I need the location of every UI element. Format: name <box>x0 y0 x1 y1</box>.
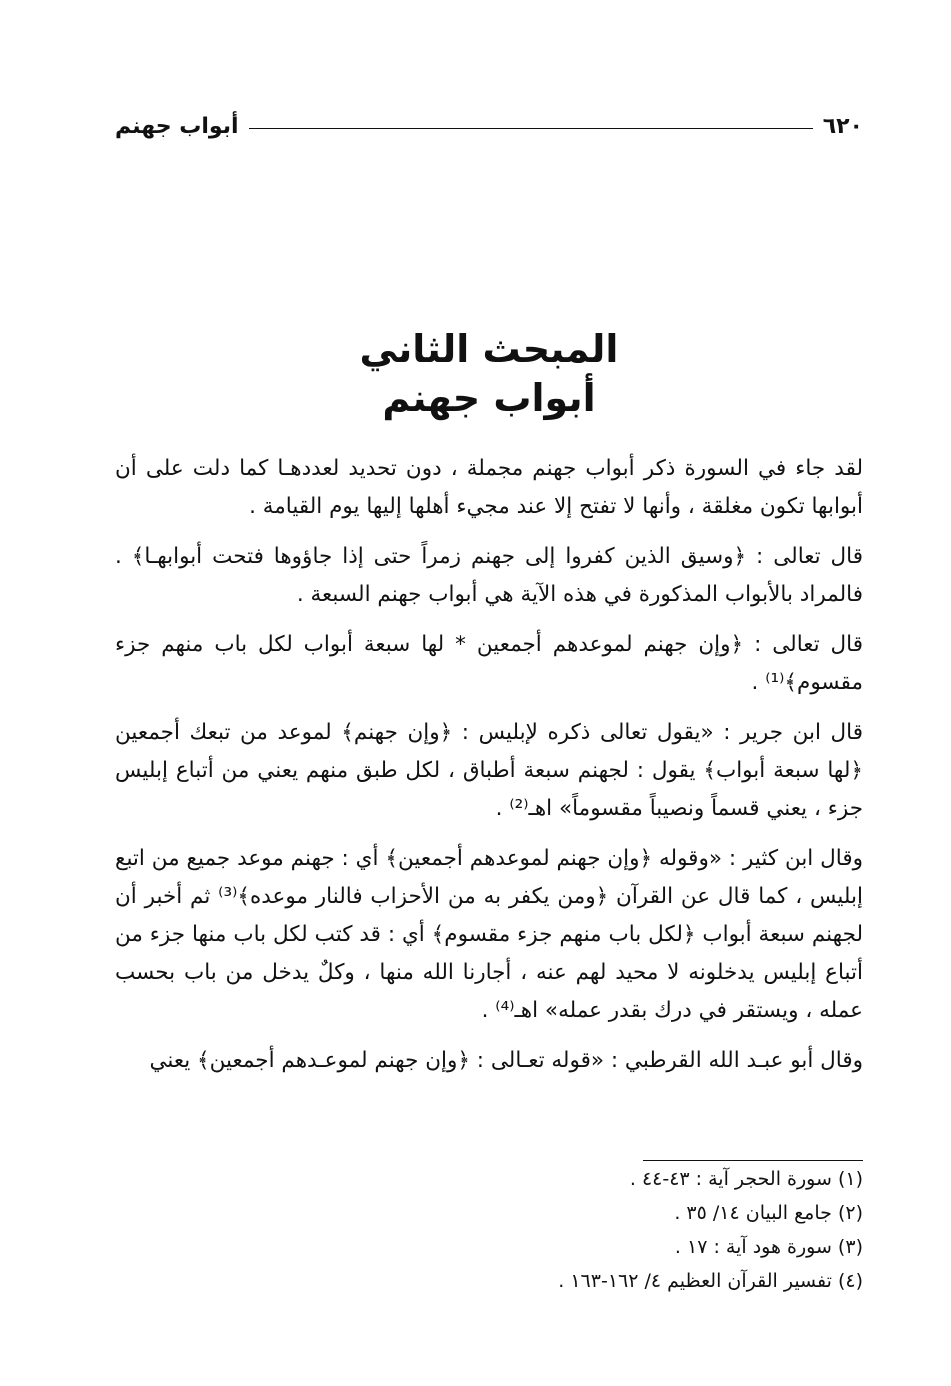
footnote: (٤) تفسير القرآن العظيم ٤/ ١٦٢-١٦٣ . <box>558 1270 863 1292</box>
paragraph: قال تعالى : ﴿وسيق الذين كفروا إلى جهنم زمراً حتى إذا جاؤوها فتحت أبوابهـا﴾ . فالمراد بالأبواب المذكورة في هذه الآية هي أبواب جهنم السبعة . <box>115 544 863 607</box>
section-subtitle: أبواب جهنم <box>382 376 596 421</box>
running-header <box>115 108 863 144</box>
body-text <box>115 450 863 1092</box>
running-title: أبواب جهنم <box>115 113 239 139</box>
section-title: المبحث الثاني <box>359 327 619 371</box>
footnote-rule <box>643 1160 863 1161</box>
footnote: (٣) سورة هود آية : ١٧ . <box>674 1236 863 1258</box>
footnotes <box>115 1162 863 1298</box>
footnote: (١) سورة الحجر آية : ٤٣-٤٤ . <box>629 1168 863 1190</box>
footnote: (٢) جامع البيان ١٤/ ٣٥ . <box>674 1202 863 1224</box>
paragraph: قال تعالى : ﴿وإن جهنم لموعدهم أجمعين * لها سبعة أبواب لكل باب منهم جزء مقسوم﴾⁽¹⁾ . <box>115 632 863 695</box>
header-rule <box>249 128 813 129</box>
section-heading <box>115 325 863 424</box>
page-number: ٦٢٠ <box>822 113 863 139</box>
paragraph: قال ابن جرير : «يقول تعالى ذكره لإبليس : ﴿وإن جهنم﴾ لموعد من تبعك أجمعين ﴿لها سبعة أبواب﴾ يقول : لجهنم سبعة أطباق ، لكل طبق منهم يعني من أتباع إبليس جزء ، يعني قسماً ونصيباً مقسوماً» اهـ⁽²⁾ . <box>115 720 863 821</box>
paragraph: وقال أبو عبـد الله القرطبي : «قوله تعـالى : ﴿وإن جهنم لموعـدهم أجمعين﴾ يعني <box>149 1048 863 1073</box>
paragraph: لقد جاء في السورة ذكر أبواب جهنم مجملة ، دون تحديد لعددهـا كما دلت على أن أبوابها تكون مغلقة ، وأنها لا تفتح إلا عند مجيء أهلها إليها يوم القيامة . <box>115 456 863 519</box>
paragraph: وقال ابن كثير : «وقوله ﴿وإن جهنم لموعدهم أجمعين﴾ أي : جهنم موعد جميع من اتبع إبليس ، كما قال عن القرآن ﴿ومن يكفر به من الأحزاب فالنار موعده﴾⁽³⁾ ثم أخبر أن لجهنم سبعة أبواب ﴿لكل باب منهم جزء مقسوم﴾ أي : قد كتب لكل باب منها جزء من أتباع إبليس يدخلونه لا محيد لهم عنه ، أجارنا الله منها ، وكلٌ يدخل من باب بحسب عمله ، ويستقر في درك بقدر عمله» اهـ⁽⁴⁾ . <box>115 846 863 1023</box>
